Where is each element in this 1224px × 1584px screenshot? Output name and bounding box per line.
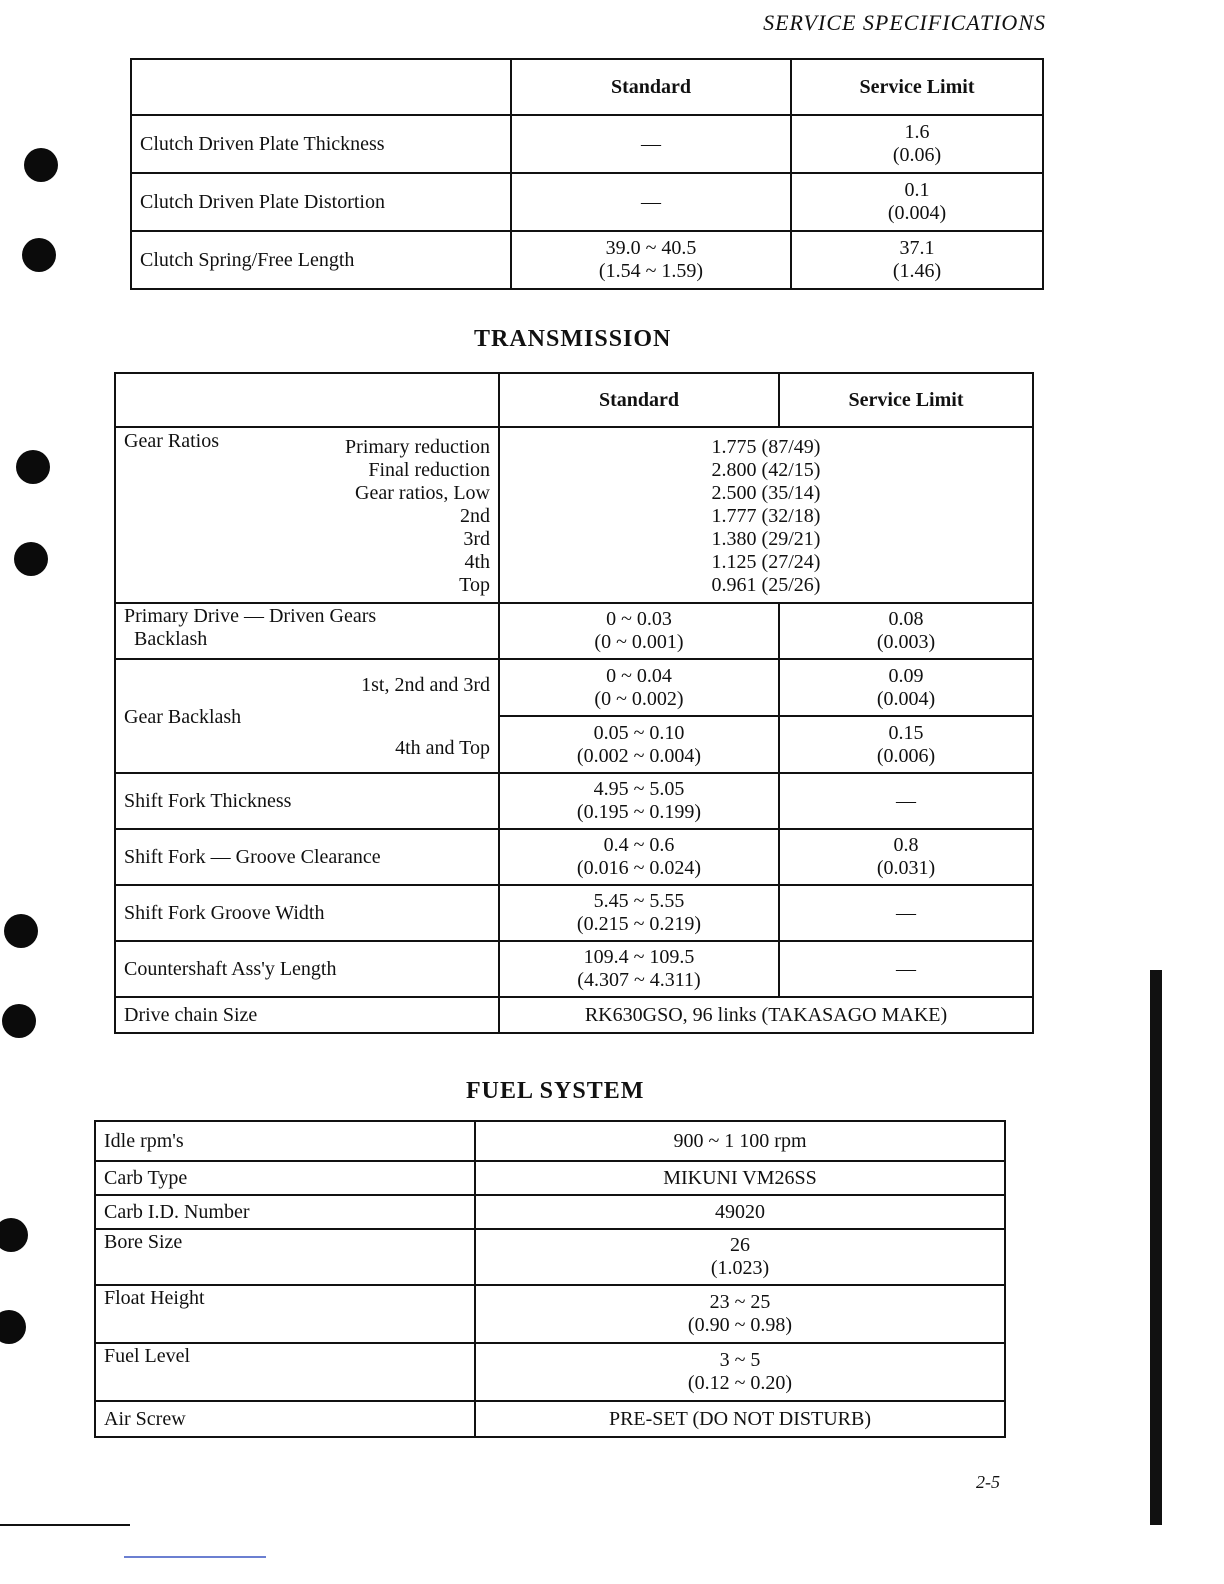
table-row [95, 1195, 1005, 1229]
spec-item: Air Screw [95, 1401, 475, 1437]
scan-edge-line [0, 1524, 130, 1526]
gear-ratios-cell [115, 427, 499, 603]
value-in: (0.90 ~ 0.98) [687, 1314, 793, 1336]
standard-value [499, 603, 779, 659]
fuel-value [475, 1285, 1005, 1343]
spec-item: Idle rpm's [95, 1121, 475, 1161]
value-mm: 0 ~ 0.03 [606, 608, 672, 630]
gear-backlash-cell [115, 659, 499, 773]
table-row [115, 603, 1033, 659]
table-row [95, 1229, 1005, 1285]
spec-item: Shift Fork — Groove Clearance [115, 829, 499, 885]
gear-ratio-name: 2nd [460, 505, 490, 527]
fuel-value: 900 ~ 1 100 rpm [475, 1121, 1005, 1161]
table-row [131, 115, 1043, 173]
value-mm: 4.95 ~ 5.05 [593, 778, 685, 800]
standard-value: — [511, 173, 791, 231]
service-limit-value [779, 659, 1033, 716]
gear-ratio-value: 2.500 (35/14) [711, 482, 821, 504]
value-in: (1.023) [710, 1257, 770, 1279]
value-mm: 0.1 [904, 179, 930, 201]
gear-ratio-value: 1.125 (27/24) [711, 551, 821, 573]
fuel-value: PRE-SET (DO NOT DISTURB) [475, 1401, 1005, 1437]
service-limit-value [779, 603, 1033, 659]
table-row [95, 1401, 1005, 1437]
transmission-spec-table [114, 372, 1034, 1034]
spec-item: Clutch Driven Plate Thickness [131, 115, 511, 173]
gear-backlash-sub: 1st, 2nd and 3rd [361, 674, 490, 696]
service-limit-value [779, 716, 1033, 773]
binder-hole-dot [16, 450, 50, 484]
fuel-value: MIKUNI VM26SS [475, 1161, 1005, 1195]
table-row [115, 941, 1033, 997]
spec-item: Drive chain Size [115, 997, 499, 1033]
value-in: (1.54 ~ 1.59) [598, 260, 704, 282]
table-row [131, 173, 1043, 231]
fuel-value [475, 1343, 1005, 1401]
spec-item: Clutch Spring/Free Length [131, 231, 511, 289]
gear-ratio-name: Gear ratios, Low [355, 482, 490, 504]
value-in: (0.215 ~ 0.219) [576, 913, 702, 935]
value-in: (1.46) [892, 260, 942, 282]
value-in: (0.004) [887, 202, 947, 224]
value-in: (0.002 ~ 0.004) [576, 744, 702, 767]
service-limit-value: — [779, 773, 1033, 829]
value-mm: 0.15 [888, 721, 924, 744]
value-mm: 0.09 [888, 664, 924, 687]
service-limit-value [791, 173, 1043, 231]
spec-item: Shift Fork Groove Width [115, 885, 499, 941]
table-row [131, 231, 1043, 289]
spec-item [115, 603, 499, 659]
gear-ratio-name: Primary reduction [345, 436, 490, 458]
spec-item: Carb I.D. Number [95, 1195, 475, 1229]
table-row [115, 997, 1033, 1033]
value-in: (0.031) [876, 857, 936, 879]
table-row [115, 773, 1033, 829]
spec-item: Bore Size [95, 1229, 475, 1285]
binder-hole-dot [0, 1310, 26, 1344]
gear-backlash-label: Gear Backlash [124, 705, 242, 728]
spec-item: Float Height [95, 1285, 475, 1343]
gear-ratio-value: 0.961 (25/26) [711, 574, 821, 596]
value-mm: 0.08 [888, 608, 924, 630]
service-limit-value [791, 231, 1043, 289]
table-row [95, 1285, 1005, 1343]
fuel-system-spec-table [94, 1120, 1006, 1438]
spec-item-line: Primary Drive — Driven Gears [124, 605, 377, 627]
binder-hole-dot [14, 542, 48, 576]
scan-edge-bar [1150, 970, 1162, 1525]
value-in: (0 ~ 0.002) [594, 687, 684, 710]
spec-item-line: Backlash [134, 628, 208, 650]
value-mm: 0.4 ~ 0.6 [603, 834, 675, 856]
value-in: (0 ~ 0.001) [594, 631, 684, 653]
value-in: (0.016 ~ 0.024) [576, 857, 702, 879]
gear-ratio-value: 1.775 (87/49) [711, 436, 821, 458]
standard-value [499, 716, 779, 773]
service-limit-value [779, 829, 1033, 885]
column-header-service-limit: Service Limit [791, 59, 1043, 115]
transmission-section-title: TRANSMISSION [474, 326, 672, 352]
table-row [115, 885, 1033, 941]
binder-hole-dot [22, 238, 56, 272]
table-row [95, 1161, 1005, 1195]
gear-ratio-name: Final reduction [368, 459, 490, 481]
value-mm: 3 ~ 5 [719, 1349, 761, 1371]
gear-backlash-sub: 4th and Top [395, 737, 490, 759]
empty-header-cell [131, 59, 511, 115]
value-in: (4.307 ~ 4.311) [577, 969, 701, 991]
page-number: 2-5 [976, 1472, 1000, 1492]
fuel-value [475, 1229, 1005, 1285]
table-row [115, 659, 1033, 716]
binder-hole-dot [2, 1004, 36, 1038]
value-in: (0.004) [876, 687, 936, 710]
column-header-standard: Standard [511, 59, 791, 115]
gear-ratio-values [499, 427, 1033, 603]
spec-item: Carb Type [95, 1161, 475, 1195]
value-mm: 109.4 ~ 109.5 [583, 946, 695, 968]
empty-header-cell [115, 373, 499, 427]
gear-ratios-row [115, 427, 1033, 603]
binder-hole-dot [4, 914, 38, 948]
column-header-service-limit: Service Limit [779, 373, 1033, 427]
value-in: (0.195 ~ 0.199) [576, 801, 702, 823]
standard-value [511, 231, 791, 289]
spec-item: Fuel Level [95, 1343, 475, 1401]
value-mm: 37.1 [899, 237, 935, 259]
value-mm: 0.8 [893, 834, 919, 856]
spec-item: Shift Fork Thickness [115, 773, 499, 829]
scan-edge-line [124, 1556, 266, 1558]
spec-item: Countershaft Ass'y Length [115, 941, 499, 997]
table-row [95, 1343, 1005, 1401]
service-limit-value: — [779, 941, 1033, 997]
fuel-value: 49020 [475, 1195, 1005, 1229]
value-in: (0.006) [876, 744, 936, 767]
fuel-system-section-title: FUEL SYSTEM [466, 1078, 645, 1104]
gear-ratio-value: 1.777 (32/18) [711, 505, 821, 527]
value-mm: 5.45 ~ 5.55 [593, 890, 685, 912]
standard-value [499, 659, 779, 716]
gear-ratios-label: Gear Ratios [124, 430, 219, 452]
standard-value [499, 941, 779, 997]
drive-chain-value: RK630GSO, 96 links (TAKASAGO MAKE) [499, 997, 1033, 1033]
gear-ratio-value: 2.800 (42/15) [711, 459, 821, 481]
gear-ratio-name: 3rd [463, 528, 490, 550]
value-mm: 23 ~ 25 [709, 1291, 771, 1313]
standard-value [499, 885, 779, 941]
table-row [115, 829, 1033, 885]
clutch-spec-table [130, 58, 1044, 290]
value-mm: 26 [730, 1234, 750, 1256]
gear-ratio-value: 1.380 (29/21) [711, 528, 821, 550]
binder-hole-dot [24, 148, 58, 182]
value-mm: 1.6 [904, 121, 930, 143]
value-in: (0.12 ~ 0.20) [687, 1372, 793, 1394]
value-in: (0.003) [876, 631, 936, 653]
spec-item: Clutch Driven Plate Distortion [131, 173, 511, 231]
table-row [95, 1121, 1005, 1161]
standard-value [499, 773, 779, 829]
value-mm: 39.0 ~ 40.5 [605, 237, 697, 259]
value-mm: 0.05 ~ 0.10 [593, 721, 685, 744]
page-header: SERVICE SPECIFICATIONS [763, 10, 1046, 35]
standard-value: — [511, 115, 791, 173]
service-limit-value: — [779, 885, 1033, 941]
binder-hole-dot [0, 1218, 28, 1252]
value-mm: 0 ~ 0.04 [606, 664, 672, 687]
column-header-standard: Standard [499, 373, 779, 427]
value-in: (0.06) [892, 144, 942, 166]
gear-ratio-name: 4th [464, 551, 490, 573]
service-limit-value [791, 115, 1043, 173]
gear-ratio-name: Top [459, 574, 490, 596]
standard-value [499, 829, 779, 885]
